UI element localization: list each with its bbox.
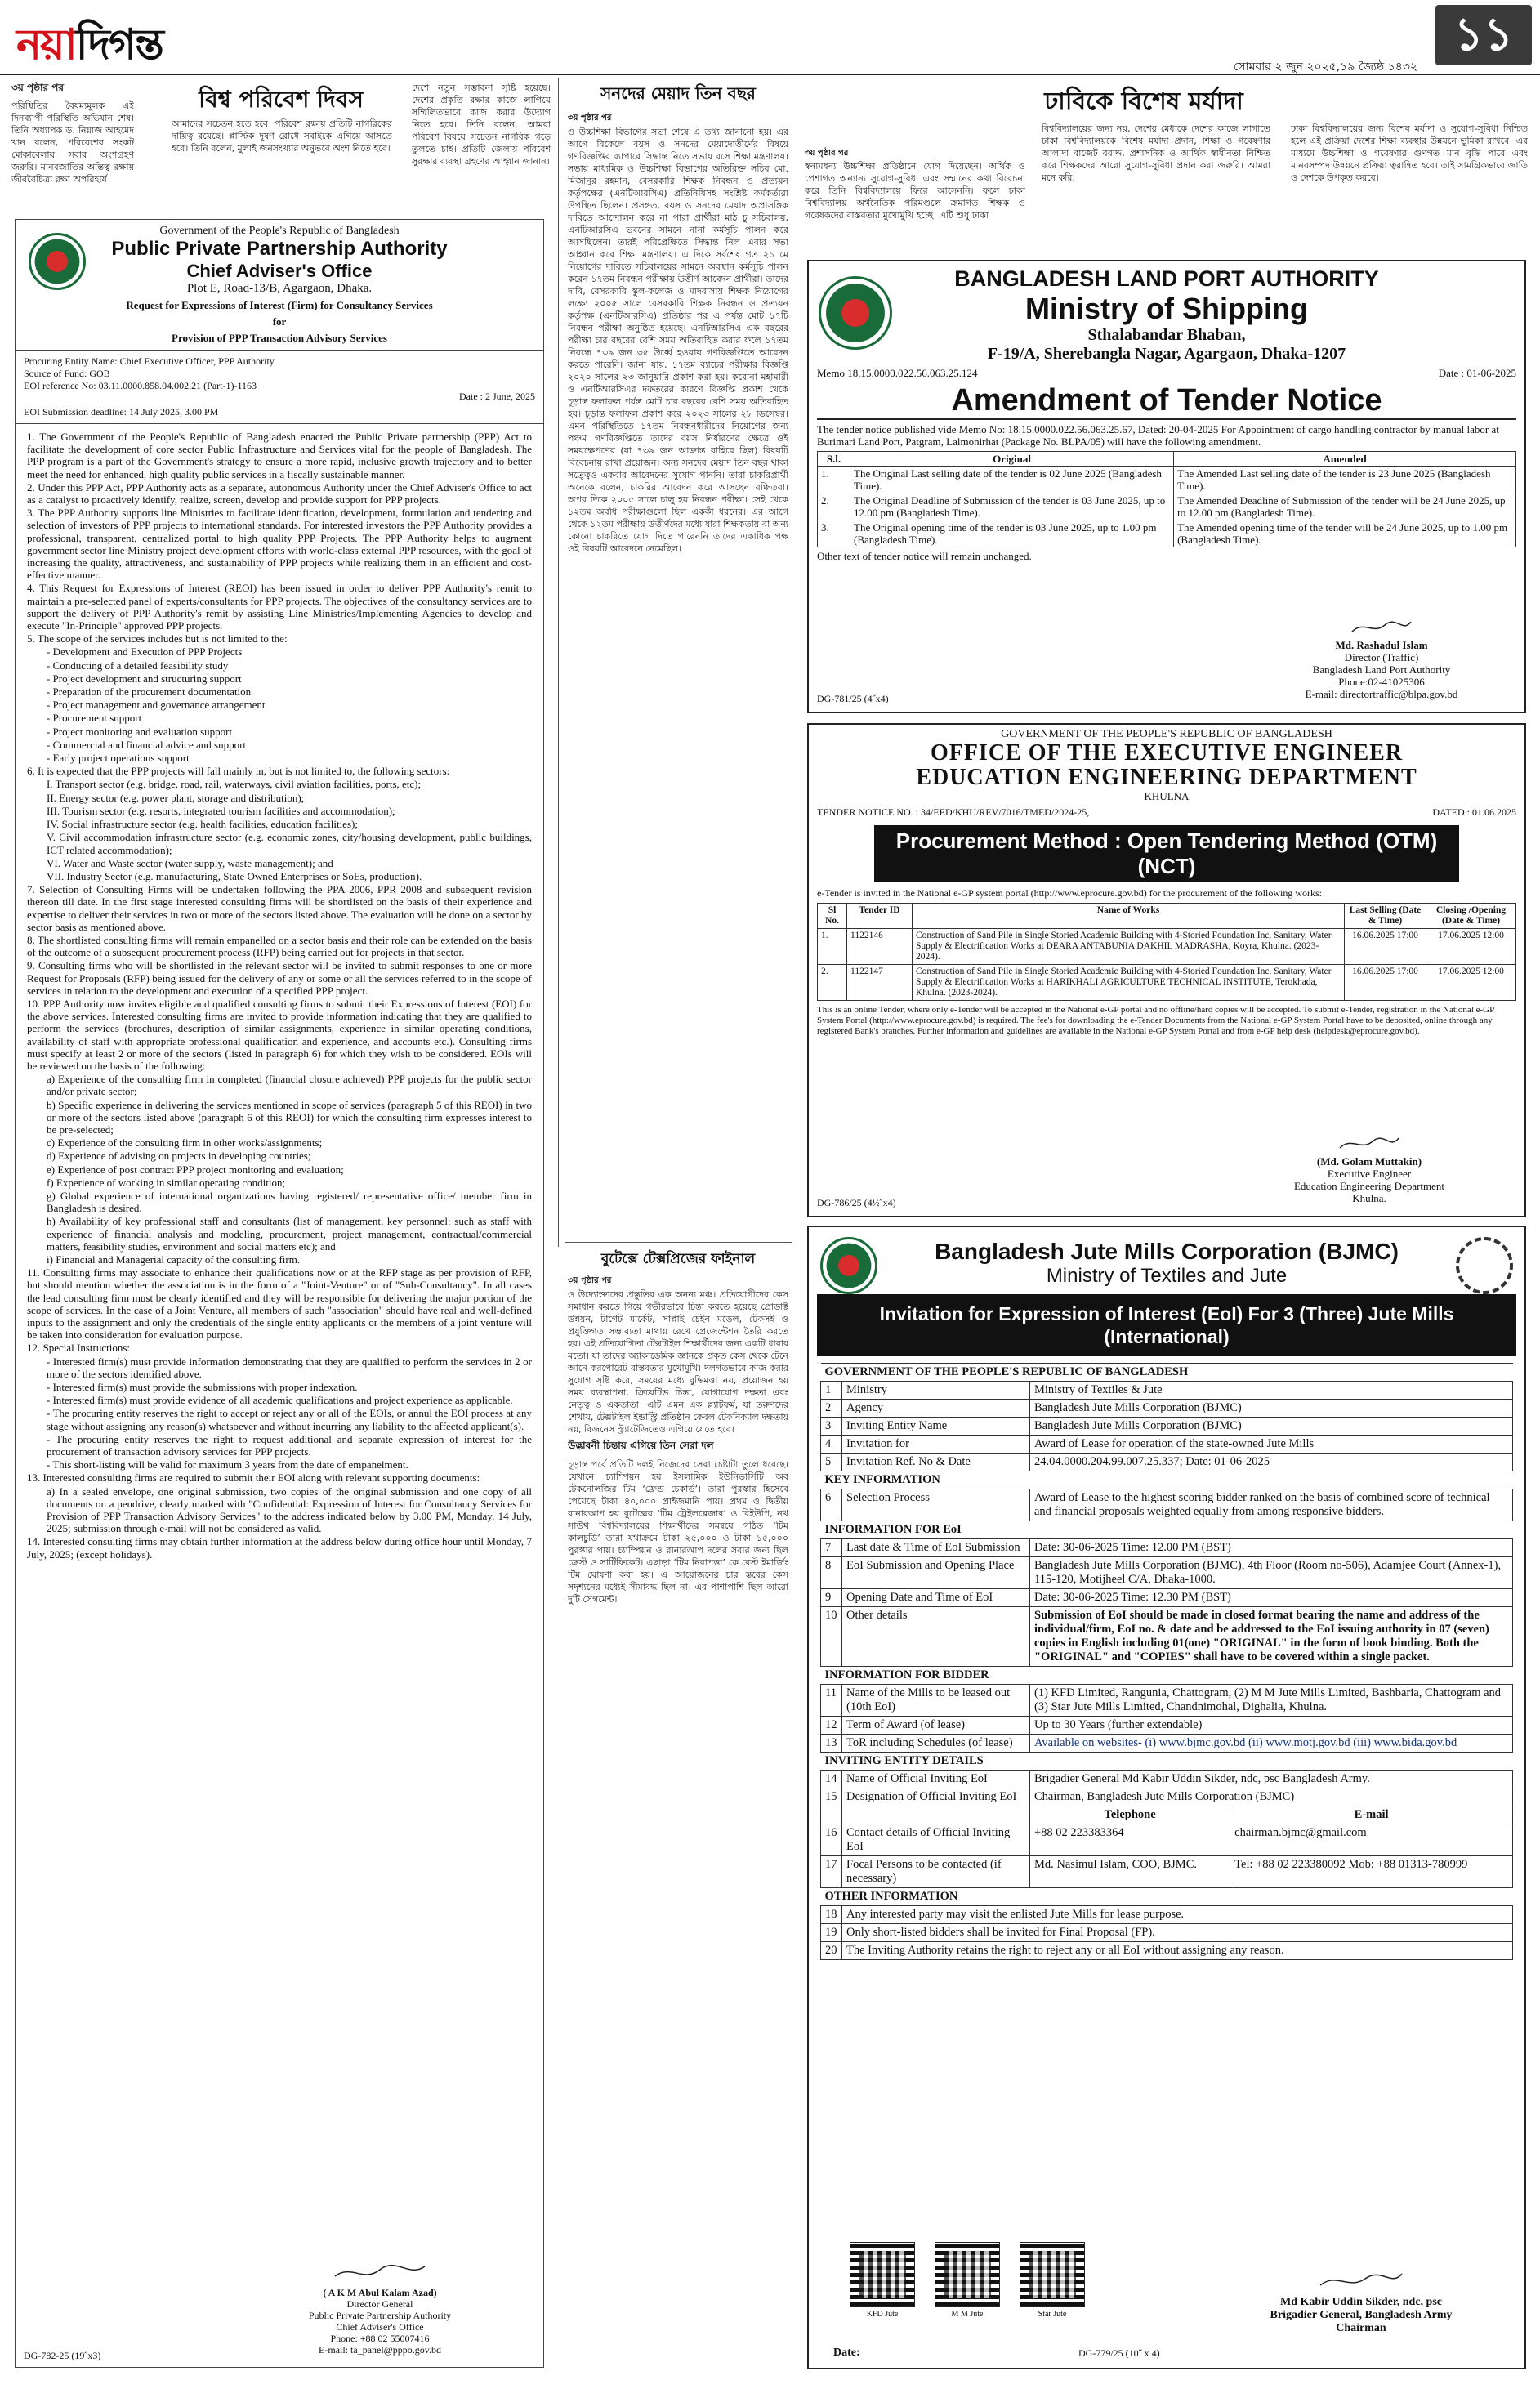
bjmc-eoi-title: Invitation for Expression of Interest (EoI) For 3 (Three) Jute Mills (International) [817,1294,1516,1356]
page-number: ১১ [1435,5,1532,65]
table-row: 11 Name of the Mills to be leased out (10th EoI) (1) KFD Limited, Rangunia, Chattogram, (2) M M Jute Mills Limited, Bashbaria, Chattogram and (3) Star Jute Mills Limited, Chandnimohal, Dighalia, Khulna. [821,1685,1513,1717]
table-row: 2. The Original Deadline of Submission of the tender is 03 June 2025, up to 12.00 pm (Bangladesh Time). The Amended Deadline of Submission of the tender will be 24 June 2025, up to 12.00 pm (Bangladesh Time). [818,493,1516,520]
table-row: 10 Other details Submission of EoI should be made in closed format bearing the name and address of the individual/firm, EoI no. & date and be addressed to the EoI issuing authority in 07 (seven) copies in English including 01(one) "ORIGINAL" in the form of book binding. Both the "ORIGINAL" and "COPIES" shall have to be covered within a single packet. [821,1607,1513,1667]
signature-icon [1349,617,1414,636]
news-butex-texprise: বুটেক্সে টেক্সপ্রিজের ফাইনাল ৩য় পৃষ্ঠার পর ও উদ্যোক্তাদের প্রস্তুতির এক অনন্য মঞ্চ। প্রতিযোগীদের কেস সমাধান করতে গিয়ে গভীরভাবে চিন্তা করতে হয়েছে প্রোডাক্ট উন্নয়ন, টার্গেট মার্কেট, সাপ্লাই চেইন মডেল, টেকসই ও প্রযুক্তিগত সম্ভাব্যতা মাথায় রেখে প্রেজেন্টেশন তৈরি করতে হয়। এই প্রতিযোগিতা টেক্সটাইল শিক্ষার্থীদের জন্য একটি ধারার মতো। যা তাদের অ্যাকাডেমিক জ্ঞানকে প্রকৃত কেস থেকে টেনে আনে করপোরেট বাস্তবতার মুখোমুখি। দলগতভাবে কাজ করার সুযোগ সৃষ্টি করে, সময়ের মধ্যে বুদ্ধিমত্তা নয়, প্রয়োজন হয় সময় ব্যবস্থাপনা, ক্রিয়েটিভ চিন্তা, যোগাযোগ দক্ষতা এবং নেতৃত্ব ও একতাতা। এটি এমন এক প্ল্যাটফর্ম, যা তরুণদের শেখায়, টেক্সটাইল ইন্ডাস্ট্রি প্রতিষ্ঠান কেবল টেকনিক্যাল দক্ষতায় নয়, বিজনেস স্ট্র্যাটেজিতেও এগিয়ে যেতে হবে। উদ্ভাবনী চিন্তায় এগিয়ে তিন সেরা দল চূড়ান্ত পর্বে প্রতিটি দলই নিজেদের সেরা চেষ্টাটা তুলে ধরেছে। যেখানে চ্যাম্পিয়ন হয় ইসলামিক ইউনিভার্সিটি অব টেকনোলজির টিম ‘ফ্রেন্ড চেকার্ড’। তারা পুরস্কার হিসেবে পেয়েছে টাকা ৪০,০০০ প্রাইজমানি পায়। প্রথম ও দ্বিতীয় রানারআপ হয় বুটেক্সের ‘টিম ট্রেইলব্লেজার’ ও বিইউপি, নর্থ সাউথ বিশ্ববিদ্যালয়ের শিক্ষার্থীদের সমন্বয়ে গঠিত ‘টিম কালচুর্ডি’ তারা যথাক্রমে টাকা ২৫,০০০ ও টাকা ১৫,০০০ পুরস্কার পায়। চ্যাম্পিয়ন ও রানারআপ দলের সবার জন্য ছিল ক্রেস্ট ও সার্টিফিকেট। এছাড়া ‘টিম নিরাপত্তা’ কে বেস্ট ইমার্জিং টিম ঘোষণা করা হয়। এ আয়োজনের চার স্তরের কেস সদৃশ্যনের মধ্যেই সীমাবদ্ধ ছিল না। এর পাশাপাশি ছিল আরো দুটি সেগমেন্ট। [568,1251,788,1605]
table-row: 9 Opening Date and Time of EoI Date: 30-06-2025 Time: 12.30 PM (BST) [821,1589,1513,1607]
news-column-a: পরিস্থিতির বৈষম্যমূলক এই দিনব্যাপী পরিস্থিতি অভিযান শেষ। তিনি অধ্যাপক ড. নিয়াজ আহমেদ খান বলেন, পরিবেশের সংকট মোকাবেলায় সবার অংশগ্রহণ জরুরি। মানবজাতির অস্তিত্ব রক্ষায় জীববৈচিত্র্য রক্ষা অপরিহার্য। [11,100,134,185]
eed-tender-row: TENDER NOTICE NO. : 34/EED/KHU/REV/7016/TMED/2024-25, DATED : 01.06.2025 [817,806,1516,818]
bjmc-eoi-notice [807,1226,1526,2369]
landport-title: Amendment of Tender Notice [817,383,1516,420]
logo-part-2: দিগন্ত [75,20,163,69]
eed-tender-notice [807,723,1526,1217]
ppp-reoi-notice [15,219,544,2368]
landport-amendment-table: S.l. Original Amended 1. The Original Last selling date of the tender is 02 June 2025 (Bangladesh Time). The Amended Last selling date of the tender is 23 June 2025 (Bangladesh Time). 2. The Original Deadline of Submission of the tender is 03 June 2025, up to 12.00 pm (Bangladesh Time). The Amended Deadline of Submission of the tender will be 24 June 2025, up to 12.00 pm (Bangladesh Time). 3. The Original opening time of the tender is 03 June 2025, up to 1.00 pm (Bangladesh Time). The Amended opening time of the tender will be 24 June 2025, up to 1.00 pm (Bangladesh Time). [817,451,1516,547]
eed-ref-code: DG-786/25 (4½˝x4) [817,1197,896,1208]
table-row: 3. The Original opening time of the tender is 03 June 2025, up to 1.00 pm (Bangladesh Time). The Amended opening time of the tender will be 24 June 2025, up to 1.00 pm (Bangladesh Time). [818,520,1516,547]
table-row: 13 ToR including Schedules (of lease) Available on websites- (i) www.bjmc.gov.bd (ii) www.motj.gov.bd (iii) www.bida.gov.bd [821,1735,1513,1753]
qr-code-icon [1020,2242,1085,2307]
news-continued: ৩য় পৃষ্ঠার পর [11,82,65,93]
table-row: 8 EoI Submission and Opening Place Bangladesh Jute Mills Corporation (BJMC), 4th Floor (Room no-506), Adamjee Court (Annex-1), 115-120, Motijheel C/A, Dhaka-1000. [821,1557,1513,1589]
bjmc-ref-code: DG-779/25 (10˝ x 4) [1078,2347,1160,2359]
eed-procurement-method: Procurement Method : Open Tendering Method (OTM) (NCT) [874,825,1459,882]
table-row: 7 Last date & Time of EoI Submission Date: 30-06-2025 Time: 12.00 PM (BST) [821,1539,1513,1557]
landport-amendment-notice [807,260,1526,713]
qr-star[interactable]: Star Jute [1020,2242,1105,2319]
table-row: 2 Agency Bangladesh Jute Mills Corporation (BJMC) [821,1400,1513,1418]
news-dhaka-university: ঢাবিকে বিশেষ মর্যাদা ৩য় পৃষ্ঠার পর স্বনামধন্য উচ্চশিক্ষা প্রতিষ্ঠানে যোগ দিয়েছেন। অর্থিক ও পেশাগত অন্যান্য সুযোগ-সুবিধা এবং সম্মানের কথা বিবেচনা করে তিনি বিশ্ববিদ্যালয়ে ফিরে আসেননি। ফলে ঢাকা বিশ্ববিদ্যালয় অর্থনৈতিক পরিমণ্ডলে ক্রমাগত শিক্ষক ও গবেষকদের বাস্তবতার মুখোমুখি হচ্ছে। এটি শুধু ঢাকা বিশ্ববিদ্যালয়ের জন্য নয়, দেশের মেধাকে দেশের কাজে লাগাতে ঢাকা বিশ্ববিদ্যালয়কে বিশেষ মর্যাদা প্রদান, শিক্ষা ও গবেষণার আলাদা বাজেট বরাদ্দ, প্রশাসনিক ও আর্থিক স্বাধীনতা নিশ্চিত করে শিক্ষকদের আরো সুযোগ-সুবিধা প্রদান করা জরুরি। আমরা মনে করি, ঢাকা বিশ্ববিদ্যালয়ের জন্য বিশেষ মর্যাদা ও সুযোগ-সুবিধা নিশ্চিত হলে এই প্রক্রিয়া দেশের শিক্ষা ব্যবস্থার উন্নয়নে ভূমিকা রাখবে। এর মাধ্যমে উচ্চশিক্ষা ও গবেষণার গুণগত মান বৃদ্ধি পাবে এবং মানবসম্পদ উন্নয়নে প্রক্রিয়া ত্বরান্বিত হবে। তাই সামগ্রিকভাবে জাতি ও দেশকে উপকৃত করবে। [805,87,1528,221]
eed-footer: This is an online Tender, where only e-Tender will be accepted in the National e-GP portal and no offline/hard copies will be accepted. To submit e-Tender, registration in the National e-GP System Portal (http://www.eprocure.gov.bd) is required. The fee's for downloading the e-Tender Documents from the National e-GP System Portal have to be deposited, online through any registered Bank's branches. Further information and guidelines are available in the National e-GP System Portal and from e-GP help desk (helpdesk@eprocure.gov.bd). [817,1005,1494,1036]
bangladesh-govt-seal-icon [29,233,86,290]
bjmc-qr-codes [850,2242,1105,2319]
ppp-ref-code: DG-782-25 (19˝x3) [24,2350,101,2361]
signature-icon [1337,1133,1402,1153]
bjmc-info-table: GOVERNMENT OF THE PEOPLE'S REPUBLIC OF BANGLADESH 1 Ministry Ministry of Textiles & Jute 2 Agency Bangladesh Jute Mills Corporation (BJMC) 3 Inviting Entity Name Bangladesh Jute Mills Corporation (BJMC) 4 Invitation for Award of Lease for operation of the state-owned Jute Mills 5 Invitation Ref. No & Date 24.04.0000.204.99.007.25.337; Date: 01-06-2025 KEY INFORMATION 6 Selection Process Award of Lease to the highest scoring bidder ranked on the basis of combined score of technical and financial proposals weighted equally from among responsive bidders. INFORMATION FOR EoI 7 Last date & Time of EoI Submission Date: 30-06-2025 Time: 12.00 PM (BST) 8 EoI Submission and Opening Place Bangladesh Jute Mills Corporation (BJMC), 4th Floor (Room no-506), Adamjee Court (Annex-1), 115-120, Motijheel C/A, Dhaka-1000. 9 Opening Date and Time of EoI Date: 30-06-2025 Time: 12.30 PM (BST) 10 Other details Submission of EoI should be made in closed format bearing the name and address of the individual/firm, EoI no. & date and be addressed to the EoI issuing authority in 07 (seven) copies in English including 01(one) "ORIGINAL" in the form of book binding. Both the "ORIGINAL" and "COPIES" shall have to be covered within a single packet. INFORMATION FOR BIDDER 11 Name of the Mills to be leased out (10th EoI) (1) KFD Limited, Rangunia, Chattogram, (2) M M Jute Mills Limited, Bashbaria, Chattogram and (3) Star Jute Mills Limited, Chandnimohal, Dighalia, Khulna. 12 Term of Award (of lease) Up to 30 Years (further extendable) 13 ToR including Schedules (of lease) Available on websites- (i) www.bjmc.gov.bd (ii) www.motj.gov.bd (iii) www.bida.gov.bd INVITING ENTITY DETAILS 14 Name of Official Inviting EoI Brigadier General Md Kabir Uddin Sikder, ndc, psc Bangladesh Army. 15 Designation of Official Inviting EoI Chairman, Bangladesh Jute Mills Corporation (BJMC) [820,1363,1513,1806]
news-headline: বিশ্ব পরিবেশ দিবস [199,86,364,113]
bjmc-header: Bangladesh Jute Mills Corporation (BJMC) Ministry of Textiles and Jute [935,1239,1399,1287]
ppp-meta: Procuring Entity Name: Chief Executive Officer, PPP Authority Source of Fund: GOB EOI reference No: 03.11.0000.858.04.002.21 (Part-1)-1163 Date : 2 June, 2025 EOI Submission deadline: 14 July 2025, 3.00 PM [16,350,543,423]
table-row: 5 Invitation Ref. No & Date 24.04.0000.204.99.007.25.337; Date: 01-06-2025 [821,1454,1513,1471]
landport-memo-row: Memo 18.15.0000.022.56.063.25.124 Date : 01-06-2025 [817,367,1516,379]
news-environment-day [11,82,551,211]
landport-signature-block: Md. Rashadul Islam Director (Traffic) Bangladesh Land Port Authority Phone:02-41025306 E-mail: directortraffic@blpa.gov.bd [1271,617,1492,700]
table-row: 6 Selection Process Award of Lease to the highest scoring bidder ranked on the basis of combined score of technical and financial proposals weighted equally from among responsive bidders. [821,1489,1513,1521]
eed-signature-block: (Md. Golam Muttakin) Executive Engineer Education Engineering Department Khulna. [1247,1133,1492,1204]
news-body: ও উচ্চশিক্ষা বিভাগের সভা শেষে এ তথ্য জানানো হয়। এর আগে বিকেলে বয়স ও সনদের মেয়াদোত্তীর্ণের বিষয়ে গণবিজ্ঞপ্তির ব্যাপারে সিদ্ধান্ত নিতে সভায় বসে শিক্ষা মন্ত্রণালয়। সভায় মাধ্যমিক ও উচ্চশিক্ষা বিভাগের অতিরিক্ত সচিব মো. মিজানুর রহমান, বেসরকারি শিক্ষক নিবন্ধন ও প্রত্যয়ন কর্তৃপক্ষের (এনটিআরসিএ) প্রতিনিধিসহ সংশ্লিষ্ট কর্মকর্তারা উপস্থিত ছিলেন। প্রসঙ্গত, বয়স ও সনদের মেয়াদ অপ্রাসঙ্গিক দাবিতে আন্দোলন করে না পারা প্রার্থীরা মাঠ চু সচিবালয়, এনটিআরসিএ ভবনের সামনে নানা কর্মসূচি পালন করে আসছিলেন। তারই পরিপ্রেক্ষিতে সিদ্ধান্ত নিল এবার সভা আহ্বান করে শিক্ষা মন্ত্রণালয়। এ দিকে সর্বশেষ গত ২১ মে নিয়োগের দাবিতে সচিবালয়ের সামনে অবস্থান কর্মসূচি পালন করেন ১৭তম নিবন্ধন পরীক্ষায় উত্তীর্ণ আবেদন প্রার্থীরা। তাদের দাবি, বেসরকারি স্কুল-কলেজ ও মাদরাসায় শিক্ষক নিয়োগের লক্ষ্যে ২০০৫ সালে বেসরকারি শিক্ষক নিবন্ধন ও প্রত্যয়ন কর্তৃপক্ষ (এনটিআরসিএ) প্রতিষ্ঠার পর এ পর্যন্ত মোট ১৭টি নিবন্ধন পরীক্ষা অনুষ্ঠিত হয়েছে। এনটিআরসিএ এক বছরের পরীক্ষা চার বছরের বেশি সময় অতিবাহিত করার ফলে ১৭তম নিবন্ধে ৭৩৯ জন ৩৫ উর্ধ্বে হওয়ায় গণবিজ্ঞপ্তিতে আবেদন করতে পারেনি। জানা যায়, ১৭তম ব্যাচের পরীক্ষার বিজ্ঞপ্তি ২০২০ সালের ২৩ জানুয়ারি প্রকাশ করা হয়। করোনা মহামারী ও এনটিআরসিএর দফতরের কারণে বিজ্ঞপ্তি প্রকাশ থেকে চূড়ান্ত ফলাফল পর্যন্ত মোট চার বছরের বেশি সময় অতিবাহিত হয়। চূড়ান্ত ফলাফল প্রকাশ করে ২০২৩ সালের ২৮ ডিসেম্বর। এমন পরিস্থিতিতে ১৭তম নিবন্ধনধারীদের নিয়োগের জন্য পঞ্চম গণবিজ্ঞপ্তিতে তাদের বয়স নির্ধারণের ক্ষেত্রে ওই সময়ক্ষেপণের (যা ৭৩৯ জন আক্রান্ত বাহিরে ছিল) বিষয়টি বিবেচনায় রাখা প্রয়োজন। অন্য সনদের মেয়াদ তিন বছর থাকা সত্ত্বেও একবার আবেদনের সুযোগ পাননি। তারা চাকরিপ্রার্থী অনেকে বলেন, চাকরির আবেদন করে আসছেন বঞ্চিতরা। অপর দিকে ২০০৫ সালে চালু হয় নিবন্ধন পরীক্ষা। সেই থেকে ১২তম অবধি পরীক্ষাগুলো ছিল এককী ধরনের। এর আগে থেকে ১২তম পরীক্ষায় উত্তীর্ণদের মধ্যে যারা শিক্ষকতায় বা অন্য কোনো চাকরিতে যোগ দিতে পারেননি তাদের একাধিক পক্ষ ওই বিষয়টি আবেদনে নেমেছিল। [568,127,788,554]
issue-date: সোমবার ২ জুন ২০২৫,১৯ জ্যৈষ্ঠ ১৪৩২ [1233,60,1417,74]
table-row: 1. The Original Last selling date of the tender is 02 June 2025 (Bangladesh Time). The Amended Last selling date of the tender is 23 June 2025 (Bangladesh Time). [818,467,1516,493]
table-row: 20 The Inviting Authority retains the right to reject any or all EoI without assigning any reason. [821,1942,1513,1960]
table-row: 4 Invitation for Award of Lease for operation of the state-owned Jute Mills [821,1436,1513,1454]
landport-other-text: Other text of tender notice will remain unchanged. [817,550,1032,562]
table-row: 17 Focal Persons to be contacted (if necessary) Md. Nasimul Islam, COO, BJMC. Tel: +88 02 223380092 Mob: +88 01313-780999 [821,1856,1513,1888]
table-row: 16 Contact details of Official Inviting EoI +88 02 223383364 chairman.bjmc@gmail.com [821,1824,1513,1856]
table-row: 14 Name of Official Inviting EoI Brigadier General Md Kabir Uddin Sikder, ndc, psc Bangladesh Army. [821,1771,1513,1788]
eed-works-table: Sl No. Tender ID Name of Works Last Selling (Date & Time) Closing /Opening (Date & Time) 1. 1122146 Construction of Sand Pile in Single Storied Academic Building with 4-Storied Foundation Inc. Sanitary, Water Supply & Electrification Works at DEARA ANTABUNIA DAKHIL MADRASHA, Koyra, Khulna. (2023-2024). 16.06.2025 17:00 17.06.2025 12:00 2. 1122147 Construction of Sand Pile in Single Storied Academic Building with 4-Storied Foundation Inc. Sanitary, Water Supply & Electrification Works at HARIKHALI AGRICULTURE TECHNICAL INSTITUTE, Terokhada, Khulna. (2023-2024). 16.06.2025 17:00 17.06.2025 12:00 [817,903,1516,1001]
ppp-signature-block: ( A K M Abul Kalam Azad) Director General Public Private Partnership Authority Chief Adviser's Office Phone: +88 02 55007416 E-mail: ta_panel@pppo.gov.bd [241,2260,519,2356]
eed-header: GOVERNMENT OF THE PEOPLE'S REPUBLIC OF BANGLADESH OFFICE OF THE EXECUTIVE ENGINEER EDUCATION ENGINEERING DEPARTMENT KHULNA [916,728,1417,802]
table-row: 12 Term of Award (of lease) Up to 30 Years (further extendable) [821,1717,1513,1735]
news-certificate-validity: সনদের মেয়াদ তিন বছর ৩য় পৃষ্ঠার পর ও উচ্চশিক্ষা বিভাগের সভা শেষে এ তথ্য জানানো হয়। এর আগে বিকেলে বয়স ও সনদের মেয়াদোত্তীর্ণের বিষয়ে গণবিজ্ঞপ্তির ব্যাপারে সিদ্ধান্ত নিতে সভায় বসে শিক্ষা মন্ত্রণালয়। সভায় মাধ্যমিক ও উচ্চশিক্ষা বিভাগের অতিরিক্ত সচিব মো. মিজানুর রহমান, বেসরকারি শিক্ষক নিবন্ধন ও প্রত্যয়ন কর্তৃপক্ষের (এনটিআরসিএ) প্রতিনিধিসহ সংশ্লিষ্ট কর্মকর্তারা উপস্থিত ছিলেন। প্রসঙ্গত, বয়স ও সনদের মেয়াদ অপ্রাসঙ্গিক দাবিতে আন্দোলন করে না পারা প্রার্থীরা মাঠ চু সচিবালয়, এনটিআরসিএ ভবনের সামনে নানা কর্মসূচি পালন করে আসছিলেন। তারই পরিপ্রেক্ষিতে সিদ্ধান্ত নিল এবার সভা আহ্বান করে শিক্ষা মন্ত্রণালয়। এ দিকে সর্বশেষ গত ২১ মে নিয়োগের দাবিতে সচিবালয়ের সামনে অবস্থান কর্মসূচি পালন করেন ১৭তম নিবন্ধন পরীক্ষায় উত্তীর্ণ আবেদন প্রার্থীরা। তাদের দাবি, বেসরকারি স্কুল-কলেজ ও মাদরাসায় শিক্ষক নিয়োগের লক্ষ্যে ২০০৫ সালে বেসরকারি শিক্ষক নিবন্ধন ও প্রত্যয়ন কর্তৃপক্ষ (এনটিআরসিএ) প্রতিষ্ঠার পর এ পর্যন্ত মোট ১৭টি নিবন্ধন পরীক্ষা অনুষ্ঠিত হয়েছে। এনটিআরসিএ এক বছরের পরীক্ষা চার বছরের বেশি সময় অতিবাহিত করার ফলে ১৭তম নিবন্ধে ৭৩৯ জন ৩৫ উর্ধ্বে হওয়ায় গণবিজ্ঞপ্তিতে আবেদন করতে পারেনি। জানা যায়, ১৭তম ব্যাচের পরীক্ষার বিজ্ঞপ্তি ২০২০ সালের ২৩ জানুয়ারি প্রকাশ করা হয়। করোনা মহামারী ও এনটিআরসিএর দফতরের কারণে বিজ্ঞপ্তি প্রকাশ থেকে চূড়ান্ত ফলাফল পর্যন্ত মোট চার বছরের বেশি সময় অতিবাহিত হয়। চূড়ান্ত ফলাফল প্রকাশ করে ২০২৩ সালের ২৮ ডিসেম্বর। এমন পরিস্থিতিতে ১৭তম নিবন্ধনধারীদের নিয়োগের জন্য পঞ্চম গণবিজ্ঞপ্তিতে তাদের বয়স নির্ধারণের ক্ষেত্রে ওই সময়ক্ষেপণের (যা ৭৩৯ জন আক্রান্ত বাহিরে ছিল) বিষয়টি বিবেচনায় রাখা প্রয়োজন। অন্য সনদের মেয়াদ তিন বছর থাকা সত্ত্বেও একবার আবেদনের সুযোগ পাননি। তারা চাকরিপ্রার্থী অনেকে বলেন, চাকরির আবেদন করে আসছেন বঞ্চিতরা। অপর দিকে ২০০৫ সালে চালু হয় নিবন্ধন পরীক্ষা। সেই থেকে ১২তম অবধি পরীক্ষাগুলো ছিল এককী ধরনের। এর আগে থেকে ১২তম পরীক্ষায় উত্তীর্ণদের মধ্যে যারা শিক্ষকতায় বা অন্য কোনো চাকরিতে যোগ দিতে পারেননি তাদের একাধিক পক্ষ ওই বিষয়টি আবেদনে নেমেছিল। [568,83,788,554]
table-row: 3 Inviting Entity Name Bangladesh Jute Mills Corporation (BJMC) [821,1418,1513,1436]
bjmc-contact-table: Telephone E-mail 16 Contact details of Official Inviting EoI +88 02 223383364 chairman.bjmc@gmail.com 17 Focal Persons to be contacted (if necessary) Md. Nasimul Islam, COO, BJMC. Tel: +88 02 223380092 Mob: +88 01313-780999 OTHER INFORMATION 18 Any interested party may visit the enlisted Jute Mills for lease purpose. 19 Only short-listed bidders shall be invited for Final Proposal (FP). 20 The Inviting Authority retains the right to reject any or all EoI without assigning any reason. [820,1806,1513,1960]
signature-icon [331,2260,429,2284]
qr-kfd[interactable]: KFD Jute [850,2242,935,2319]
bangladesh-govt-seal-icon [820,1237,877,1294]
qr-mm[interactable]: M M Jute [935,2242,1020,2319]
table-row: 1. 1122146 Construction of Sand Pile in Single Storied Academic Building with 4-Storied Foundation Inc. Sanitary, Water Supply & Electrification Works at DEARA ANTABUNIA DAKHIL MADRASHA, Koyra, Khulna. (2023-2024). 16.06.2025 17:00 17.06.2025 12:00 [818,929,1516,965]
blpa-logo-icon [819,276,892,350]
news-column-b: আমাদের সচেতন হতে হবে। পরিবেশ রক্ষায় প্রতিটি নাগরিকের দায়িত্ব রয়েছে। প্লাস্টিক দূষণ রোধে সবাইকে এগিয়ে আসতে হবে। তিনি বলেন, মুলাই জনসংখ্যার অনুভবে অংশ নিতে হবে। [172,118,392,154]
newspaper-logo [16,11,163,83]
ppp-header: Government of the People's Republic of Bangladesh Public Private Partnership Authority Chief Adviser's Office Plot E, Road-13/B, Agargaon, Dhaka. Request for Expressions of Interest (Firm) for Consultancy Services for Provision of PPP Transaction Advisory Services [111,225,448,344]
qr-code-icon [935,2242,1000,2307]
table-row: 15 Designation of Official Inviting EoI Chairman, Bangladesh Jute Mills Corporation (BJMC) [821,1788,1513,1806]
ppp-body: 1. The Government of the People's Republic of Bangladesh enacted the Public Private partnership (PPP) Act to facilitate the development of core sector Public Infrastructure and Services vital for the people of Bangladesh. The PPP program is a part of the Government's strategy to ensure a more rapid, inclusive growth trajectory and to better meet the need for enhanced, high quality public services in a fiscally sustainable manner. 2. Under this PPP Act, PPP Authority acts as a separate, autonomous Authority under the Chief Adviser's Office to act as a catalyst to proactively identify, realize, screen, develop and provide support for PPP projects. 3. The PPP Authority supports line Ministries to facilitate identification, development, formulation and tendering and selection of investors of PPP projects to international standards. For interested investors the PPP Authority provides a professional, transparent, centralized portal to high quality PPP Projects. The PPP Authority helps to augment government sector line Ministry project development efforts with world-class external PPP resources, with the goal of increasing the quality, attractiveness, and sustainability of PPP projects while realizing them in an efficient and cost-effective manner. 4. This Request for Expressions of Interest (REOI) has been issued in order to deliver PPP Authority's remit to maintain a pre-selected panel of experts/consultants for PPP projects. The objectives of the consultancy services are to support the delivery of PPP Authority's remit by assisting Line Ministries/Implementing Agencies to develop and execute "In-Principle" approved PPP projects. 5. The scope of the services includes but is not limited to the: - Development and Execution of PPP Projects - Conducting of a detailed feasibility study - Project development and structuring support - Preparation of the procurement documentation - Project management and governance arrangement - Procurement support - Project monitoring and evaluation support - Commercial and financial advice and support - Early project operations support 6. It is expected that the PPP projects will fall mainly in, but is not limited to, the following sectors: I. Transport sector (e.g. bridge, road, rail, waterways, civil aviation facilities, ports, etc); II. Energy sector (e.g. power plant, storage and distribution); III. Tourism sector (e.g. resorts, integrated tourism facilities and accommodation); IV. Social infrastructure sector (e.g. health facilities, education facilities); V. Civil accommodation infrastructure sector (e.g. economic zones, city/housing development, public buildings, ICT related accommodation); VI. Water and Waste sector (water supply, waste management); and VII. Industry Sector (e.g. manufacturing, State Owned Enterprises or SoEs, production). 7. Selection of Consulting Firms will be undertaken following the PPA 2006, PPR 2008 and subsequent revision thereon till date. In the first stage interested consulting firms will be shortlisted on the basis of their experience and expertise to deliver their services in two or more of the sectors listed above. The evaluation will be done on a sector by sector basis as mentioned above. 8. The shortlisted consulting firms will remain empanelled on a sector basis and their role can be extended on the basis of the outcome of a subsequent procurement process (RFP) being carried out for projects in that sector. 9. Consulting firms who will be shortlisted in the relevant sector will be invited to submit responses to one or more Request for Proposals (RFP) being issued for the delivery of any or some or all the services referred to in the scope of services in relation to the development and execution of a specified PPP project. 10. PPP Authority now invites eligible and qualified consulting firms to submit their Expressions of Interest (EOI) for the above services. Interested consulting firms are invited to provide information indicating that they are qualified to perform the services (brochures, description of similar assignments, experience in similar operating conditions, availability of staff with appropriate professional qualification and experience, and accounts etc.). Consulting firms must specify at least 2 or more of the sectors (listed in paragraph 6) for which they wish to be considered. EOIs will be reviewed on the basis of the following: a) Experience of the consulting firm in completed (financial closure achieved) PPP projects for the public sector and/or private sector; b) Specific experience in delivering the services mentioned in scope of services (paragraph 5 of this REOI) in two or more of the sectors listed above (paragraph 6 of this REOI) for which the consulting firm expresses interest to be pre-selected; c) Experience of the consulting firm in other works/assignments; d) Experience of advising on projects in developing countries; e) Experience of post contract PPP project monitoring and evaluation; f) Experience of working in similar operating condition; g) Global experience of international organizations having registered/ representative office/ member firm in Bangladesh is desired. h) Availability of key professional staff and consultants (list of management, key personnel: such as staff with experience of financial analysis and modeling, procurement, project management, contractual/commercial matters, feasibility studies, environment and social matters etc); and i) Financial and Managerial capacity of the consulting firm. 11. Consulting firms may associate to enhance their qualifications now or at the RFP stage as per provision of RFP, but should mention whether the association is in the form of a "Joint-Venture" or of "Sub-Consultancy". In all cases the lead consulting firm must be clearly identified and they will be responsible for delivering the major portion of the scope of services. In the case of a Joint Venture, all members of such "association" should have real and well-defined inputs to the assignment and only the credentials of the single entity applicants or the members of a joint venture will be taken into consideration for evaluation purpose. 12. Special Instructions: - Interested firm(s) must provide information demonstrating that they are qualified to perform the services in 2 or more of the sectors identified above. - Interested firm(s) must provide the submissions with proper indexation. - Interested firm(s) must provide evidence of all academic qualifications and project experience as applicable. - The procuring entity reserves the right to accept or reject any or all of the EOIs, or annul the EOI process at any stage without assigning any reason(s) whatsoever and without incurring any liability to the affected applicant(s). - The procuring entity reserves the right to request additional and separate expression of interest for the procurement of transaction advisory services for PPP projects. - This short-listing will be valid for maximum 3 years from the date of empanelment. 13. Interested consulting firms are required to submit their EOI along with relevant supporting documents: a) In a sealed envelope, one original submission, two copies of the original submission and one copy of all documents on a pendrive, clearly marked with "Confidential: Expression of Interest for Consultancy Services for Provision of PPP Transaction Advisory Services" to the address indicated below by 3.00 PM, Monday, 14 July, 2025; submission through e-mail will not be considered as valid. 14. Interested consulting firms may obtain further information at the address below during office hour until Monday, 7 July, 2025; (except holidays). [16,423,543,1561]
landport-header: BANGLADESH LAND PORT AUTHORITY Ministry of Shipping Sthalabandar Bhaban, F-19/A, Sherebangla Nagar, Agargaon, Dhaka-1207 [954,266,1379,363]
masthead [0,0,1540,75]
bjmc-gear-logo-icon [1456,1237,1513,1294]
signature-icon [1316,2269,1406,2292]
qr-code-icon [850,2242,915,2307]
bjmc-signature-block: Md Kabir Uddin Sikder, ndc, psc Brigadier General, Bangladesh Army Chairman [1214,2269,1508,2335]
bjmc-date-label: Date: [833,2347,860,2359]
table-row: 2. 1122147 Construction of Sand Pile in Single Storied Academic Building with 4-Storied Foundation Inc. Sanitary, Water Supply & Electrification Works at HARIKHALI AGRICULTURE TECHNICAL INSTITUTE, Terokhada, Khulna. (2023-2024). 16.06.2025 17:00 17.06.2025 12:00 [818,965,1516,1001]
logo-part-1: নয়া [16,20,76,69]
table-row: 18 Any interested party may visit the enlisted Jute Mills for lease purpose. [821,1906,1513,1924]
landport-ref-code: DG-781/25 (4˝x4) [817,693,889,704]
table-row: 1 Ministry Ministry of Textiles & Jute [821,1382,1513,1400]
table-row: 19 Only short-listed bidders shall be invited for Final Proposal (FP). [821,1924,1513,1942]
news-column-c: দেশে নতুন সম্ভাবনা সৃষ্টি হয়েছে। দেশের প্রকৃতি রক্ষার কাজে লাগিয়ে সম্মিলিতভাবে কাজ করার উদ্যোগ নিতে হবে। তিনি বলেন, আমরা পরিবেশ বিষয়ে সচেতন নাগরিক গড়ে তুলতে চাই। প্রতিটি জেলায় পরিবেশ সুরক্ষার ব্যবস্থা গ্রহণের আহ্বান জানান। [412,83,551,167]
landport-intro: The tender notice published vide Memo No: 18.15.0000.022.56.063.25.67, Dated: 20-04-2025 For Appointment of cargo handling contractor by manual labor at Burimari Land Port, Patgram, Lalmonirhat (Package No. BLPA/05) will have the following amendment. [817,423,1499,448]
eed-intro: e-Tender is invited in the National e-GP system portal (http://www.eprocure.gov.bd) for the procurement of the following works: [817,887,1322,899]
